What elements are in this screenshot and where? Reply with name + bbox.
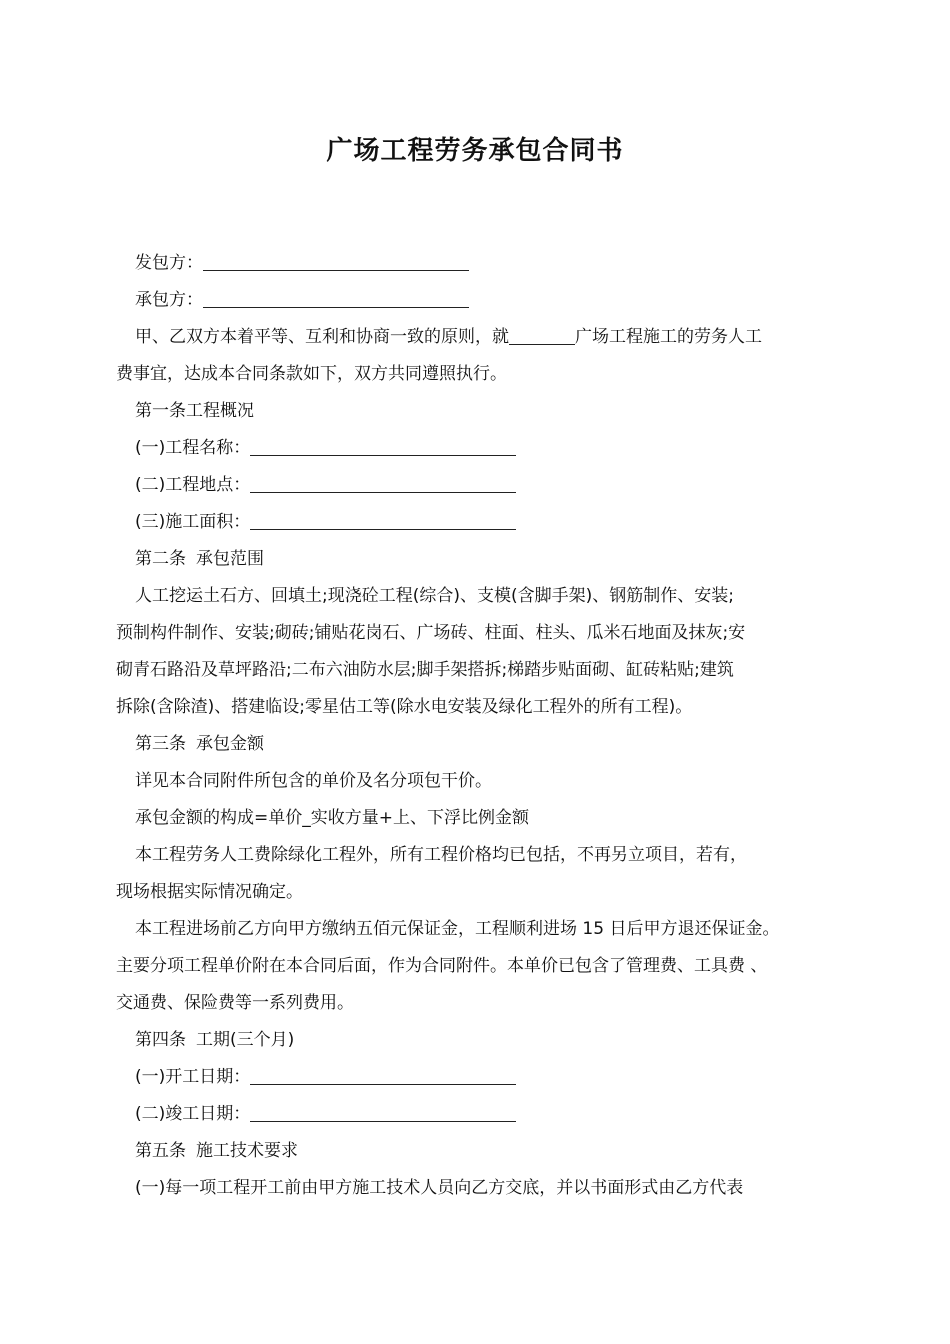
- project-location-field[interactable]: [250, 474, 516, 493]
- article4-title: 工期(三个月): [196, 1030, 295, 1050]
- scope-line: 砌青石路沿及草坪路沿;二布六油防水层;脚手架搭拆;梯踏步贴面砌、缸砖粘贴;建筑: [116, 660, 734, 680]
- amount-detail-line: 详见本合同附件所包含的单价及名分项包干价。: [135, 771, 492, 791]
- project-location-label: (二)工程地点：: [135, 475, 251, 495]
- article5-heading: [116, 1133, 856, 1170]
- project-location-line: [116, 467, 856, 504]
- article3-number: 第三条: [135, 734, 186, 754]
- construction-area-line: [116, 504, 856, 541]
- employer-blank[interactable]: [203, 252, 469, 271]
- technical-requirement-line: (一)每一项工程开工前由甲方施工技术人员向乙方交底，并以书面形式由乙方代表: [135, 1178, 744, 1198]
- scope-line: 预制构件制作、安装;砌砖;铺贴花岗石、广场砖、柱面、柱头、瓜米石地面及抹灰;安: [116, 623, 746, 643]
- unit-price-line-cont: 交通费、保险费等一系列费用。: [116, 993, 354, 1013]
- end-date-field[interactable]: [250, 1103, 516, 1122]
- article1-heading: 第一条工程概况: [135, 401, 254, 421]
- contractor-label: 承包方：: [135, 290, 203, 310]
- article5-title: 施工技术要求: [196, 1141, 298, 1161]
- project-name-label: (一)工程名称：: [135, 438, 251, 458]
- end-date-line: [116, 1096, 856, 1133]
- start-date-line: [116, 1059, 856, 1096]
- article5-number: 第五条: [135, 1141, 186, 1161]
- end-date-label: (二)竣工日期：: [135, 1104, 251, 1124]
- scope-line: 拆除(含除渣)、搭建临设;零星估工等(除水电安装及绿化工程外的所有工程)。: [116, 697, 693, 717]
- scope-line: 人工挖运土石方、回填土;现浇砼工程(综合)、支模(含脚手架)、钢筋制作、安装;: [135, 586, 734, 606]
- start-date-label: (一)开工日期：: [135, 1067, 251, 1087]
- contract-body: [116, 245, 856, 1207]
- article2-heading: [116, 541, 856, 578]
- article2-title: 承包范围: [196, 549, 264, 569]
- project-name-line: [116, 430, 856, 467]
- labor-cost-line-cont: 现场根据实际情况确定。: [116, 882, 303, 902]
- intro-text-part1: 甲、乙双方本着平等、互利和协商一致的原则，就: [135, 327, 509, 347]
- construction-area-label: (三)施工面积：: [135, 512, 251, 532]
- document-title: 广场工程劳务承包合同书: [326, 136, 624, 166]
- project-name-blank[interactable]: [509, 326, 575, 345]
- project-name-field[interactable]: [250, 437, 516, 456]
- employer-label: 发包方：: [135, 253, 203, 273]
- article3-heading: [116, 726, 856, 763]
- intro-line-2: 费事宜，达成本合同条款如下，双方共同遵照执行。: [116, 364, 507, 384]
- intro-text-part2: 广场工程施工的劳务人工: [575, 327, 762, 347]
- article2-number: 第二条: [135, 549, 186, 569]
- contractor-line: [116, 282, 856, 319]
- article4-number: 第四条: [135, 1030, 186, 1050]
- deposit-line: 本工程进场前乙方向甲方缴纳五佰元保证金，工程顺利进场 15 日后甲方退还保证金。: [135, 919, 780, 939]
- article4-heading: [116, 1022, 856, 1059]
- employer-line: [116, 245, 856, 282]
- contractor-blank[interactable]: [203, 289, 469, 308]
- unit-price-line: 主要分项工程单价附在本合同后面，作为合同附件。本单价已包含了管理费、工具费 、: [116, 956, 768, 976]
- construction-area-field[interactable]: [250, 511, 516, 530]
- amount-formula-line: 承包金额的构成=单价_实收方量+上、下浮比例金额: [135, 808, 529, 828]
- intro-line-1: [116, 319, 856, 356]
- labor-cost-line: 本工程劳务人工费除绿化工程外，所有工程价格均已包括，不再另立项目，若有，: [135, 845, 747, 865]
- start-date-field[interactable]: [250, 1066, 516, 1085]
- article3-title: 承包金额: [196, 734, 264, 754]
